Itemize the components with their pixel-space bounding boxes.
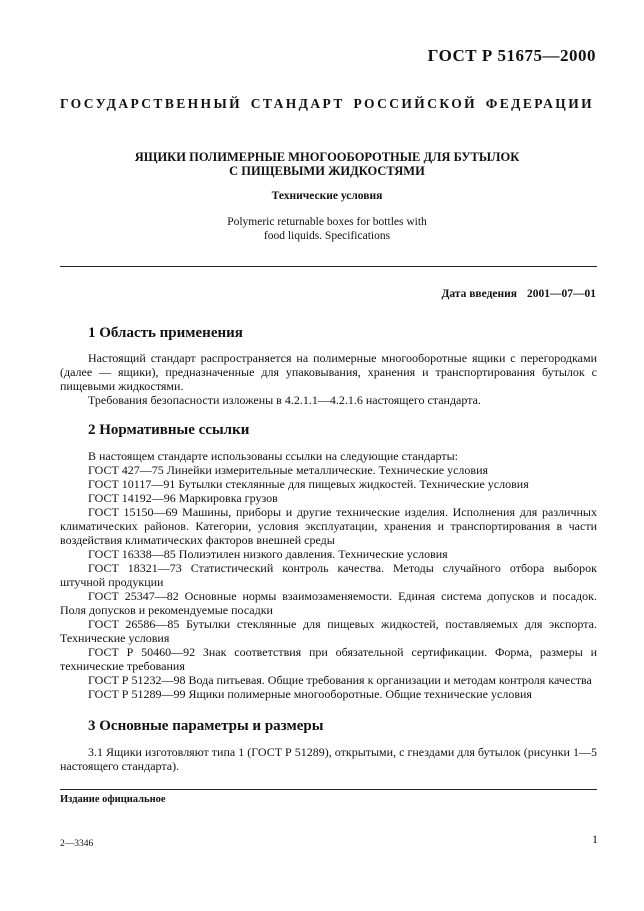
paragraph: 3.1 Ящики изготовляют типа 1 (ГОСТ Р 51289), открытыми, с гнездами для бутылок (рисунки 1—5 настоящего стандарта). — [60, 745, 597, 773]
english-title — [60, 215, 594, 243]
print-code: 2—3346 — [60, 839, 94, 849]
reference-item: ГОСТ 427—75 Линейки измерительные металлические. Технические условия — [88, 463, 489, 477]
reference-item: ГОСТ 25347—82 Основные нормы взаимозаменяемости. Единая система допусков и посадок. Поля допусков и рекомендуемые посадки — [60, 589, 597, 617]
english-title-line-2: food liquids. Specifications — [263, 230, 391, 242]
footer-divider — [60, 789, 597, 790]
section-1-body — [60, 351, 597, 407]
title-divider — [60, 266, 597, 267]
english-title-line-1: Polymeric returnable boxes for bottles with — [227, 216, 427, 228]
normative-references — [60, 449, 597, 701]
reference-item: ГОСТ 15150—69 Машины, приборы и другие технические изделия. Исполнения для различных климатических районов. Категории, условия эксплуатации, хранения и транспортирования в части воздействия климатических факторов внешней среды — [60, 505, 597, 547]
page-number: 1 — [592, 832, 598, 846]
intro-date-label: Дата введения — [441, 288, 517, 300]
title-line-2: С ПИЩЕВЫМИ ЖИДКОСТЯМИ — [229, 164, 425, 178]
reference-item: ГОСТ 18321—73 Статистический контроль качества. Методы случайного отбора выборок штучной продукции — [60, 561, 597, 589]
references-intro: В настоящем стандарте использованы ссылки на следующие стандарты: — [88, 449, 459, 463]
intro-date — [441, 288, 596, 300]
reference-item: ГОСТ 26586—85 Бутылки стеклянные для пищевых жидкостей, поставляемых для экспорта. Технические условия — [60, 617, 597, 645]
state-standard-banner: ГОСУДАРСТВЕННЫЙ СТАНДАРТ РОССИЙСКОЙ ФЕДЕРАЦИИ — [60, 96, 594, 111]
paragraph: Настоящий стандарт распространяется на полимерные многооборотные ящики с перегородками (далее — ящики), предназначенные для упаковывания, хранения и транспортирования бутылок с пищевыми жидкостями. — [60, 351, 597, 393]
paragraph: Требования безопасности изложены в 4.2.1.1—4.2.1.6 настоящего стандарта. — [88, 393, 481, 407]
reference-item: ГОСТ 14192—96 Маркировка грузов — [88, 491, 278, 505]
reference-item: ГОСТ Р 51289—99 Ящики полимерные многооборотные. Общие технические условия — [88, 687, 532, 701]
intro-date-value: 2001—07—01 — [527, 288, 596, 300]
section-1-heading: 1 Область применения — [88, 325, 243, 341]
gost-number: ГОСТ Р 51675—2000 — [427, 46, 596, 65]
reference-item: ГОСТ Р 51232—98 Вода питьевая. Общие требования к организации и методам контроля качества — [88, 673, 592, 687]
section-2-heading: 2 Нормативные ссылки — [88, 422, 250, 438]
reference-item: ГОСТ Р 50460—92 Знак соответствия при обязательной сертификации. Форма, размеры и технические требования — [60, 645, 597, 673]
edition-label: Издание официальное — [60, 794, 166, 805]
document-title — [60, 150, 594, 178]
section-3-heading: 3 Основные параметры и размеры — [88, 718, 324, 734]
section-3-body — [60, 745, 597, 773]
title-line-1: ЯЩИКИ ПОЛИМЕРНЫЕ МНОГООБОРОТНЫЕ ДЛЯ БУТЫЛОК — [134, 150, 520, 164]
reference-item: ГОСТ 10117—91 Бутылки стеклянные для пищевых жидкостей. Технические условия — [88, 477, 529, 491]
document-subtitle: Технические условия — [271, 190, 383, 202]
reference-item: ГОСТ 16338—85 Полиэтилен низкого давления. Технические условия — [88, 547, 448, 561]
